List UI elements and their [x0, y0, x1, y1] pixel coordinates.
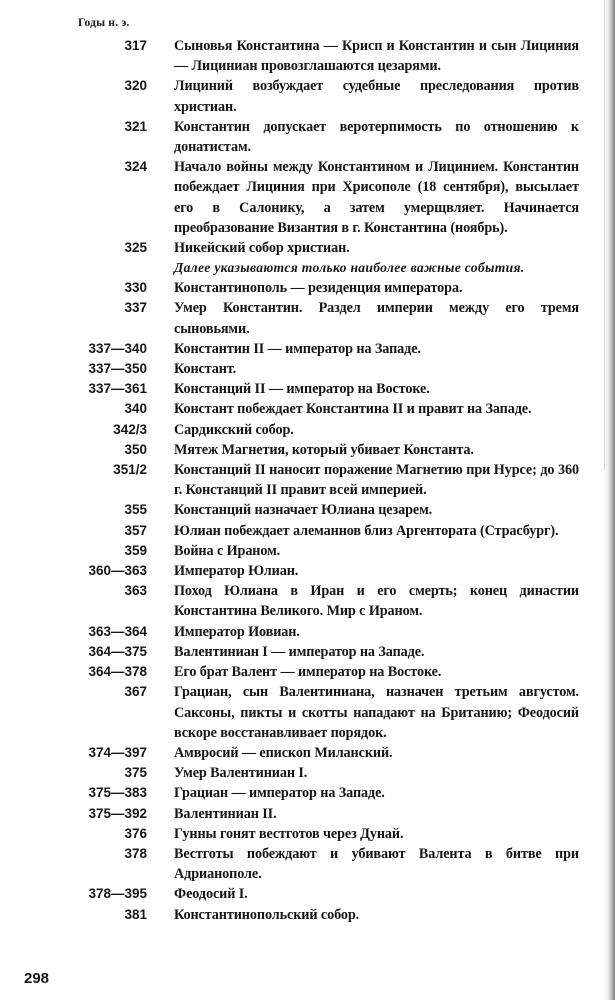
- entry-year: 381: [124, 906, 147, 922]
- entry-year: 359: [124, 542, 147, 558]
- entry-event: Умер Константин. Раздел империи между его тремя сыновьями.: [174, 300, 579, 337]
- chronology-entry: [70, 521, 615, 541]
- entry-event: Амвросий — епископ Миланский.: [174, 744, 393, 761]
- entry-year: 375—383: [88, 785, 147, 801]
- entry-event: Констант побеждает Константина II и правит на Западе.: [174, 401, 532, 418]
- entry-event: Константин II — император на Западе.: [174, 340, 421, 357]
- chronology-entry: [70, 662, 615, 682]
- entry-event: Констанций II — император на Востоке.: [174, 381, 430, 398]
- chronology-entry: [70, 36, 615, 76]
- chronology-entry: [70, 844, 615, 884]
- column-header-years: Годы н. э.: [78, 17, 130, 29]
- entry-year: 337—340: [88, 340, 147, 356]
- chronology-entry: [70, 420, 615, 440]
- entry-year: 360—363: [88, 563, 147, 579]
- entry-event: Валентиниан II.: [174, 805, 277, 822]
- chronology-entry: [70, 743, 615, 763]
- entry-year: 351/2: [113, 462, 147, 478]
- entry-year: 337—350: [88, 361, 147, 377]
- entry-event: Феодосий I.: [174, 886, 248, 903]
- entry-year: 364—378: [88, 664, 147, 680]
- chronology-entry: [70, 824, 615, 844]
- chronology-group-early: [70, 36, 615, 258]
- entry-year: 376: [124, 825, 147, 841]
- entry-event: Сардикский собор.: [174, 421, 294, 438]
- entry-year: 363—364: [88, 623, 147, 639]
- entry-year: 337: [124, 300, 147, 316]
- page-number: 298: [24, 970, 50, 987]
- entry-year: 324: [124, 159, 147, 175]
- entry-event: Лициний возбуждает судебные преследования против христиан.: [174, 78, 579, 115]
- chronology-group-later: [70, 278, 615, 925]
- entry-event: Константин допускает веротерпимость по отношению к донатистам.: [174, 118, 579, 156]
- chronology-entry: [70, 783, 615, 803]
- chronology-entry: [70, 581, 615, 621]
- entry-year: 330: [124, 280, 147, 296]
- entry-event: Константинополь — резиденция императора.: [174, 280, 463, 297]
- entry-year: 378—395: [88, 886, 147, 902]
- entry-year: 375—392: [88, 805, 147, 821]
- entry-year: 320: [124, 78, 147, 94]
- chronology-entry: [70, 804, 615, 824]
- chronology-entry: [70, 500, 615, 520]
- editorial-note: Далее указываются только наиболее важные события.: [174, 260, 525, 276]
- entry-event: Констанций II наносит поражение Магнетию при Нурсе; до 360 г. Констанций II правит всей империей.: [174, 462, 579, 499]
- entry-event: Сыновья Константина — Крисп и Константин и сын Лициния — Лициниан провозглашаются цезарями.: [174, 38, 579, 75]
- chronology-entry: [70, 622, 615, 642]
- entry-event: Гунны гонят вестготов через Дунай.: [174, 825, 404, 842]
- chronology-entry: [70, 399, 615, 419]
- chronology-entry: [70, 642, 615, 662]
- entry-event: Начало войны между Константином и Лицинием. Константин побеждает Лициния при Хрисополе (18 сентября), высылает его в Салонику, а затем умерщвляет. Начинается преобразование Византия в г. Константина (ноябрь).: [174, 159, 579, 236]
- chronology-entry: [70, 379, 615, 399]
- chronology-entry: [70, 541, 615, 561]
- entry-event: Юлиан побеждает алеманнов близ Аргентората (Страсбург).: [174, 522, 559, 539]
- entry-year: 325: [124, 240, 147, 256]
- chronology-entry: [70, 763, 615, 783]
- entry-year: 342/3: [113, 421, 147, 437]
- entry-year: 337—361: [88, 381, 147, 397]
- entry-event: Умер Валентиниан I.: [174, 765, 308, 782]
- entry-year: 364—375: [88, 643, 147, 659]
- entry-year: 340: [124, 401, 147, 417]
- chronology-entry: [70, 76, 615, 116]
- chronology-entry: [70, 561, 615, 581]
- chronology-entry: [70, 117, 615, 157]
- entry-event: Валентиниан I — император на Западе.: [174, 643, 425, 660]
- entry-event: Война с Ираном.: [174, 542, 281, 559]
- chronology-list: [70, 36, 615, 925]
- entry-event: Константинопольский собор.: [174, 906, 360, 923]
- chronology-entry: [70, 238, 615, 258]
- entry-event: Никейский собор христиан.: [174, 240, 350, 257]
- chronology-entry: [70, 359, 615, 379]
- chronology-entry: [70, 905, 615, 925]
- entry-year: 357: [124, 522, 147, 538]
- entry-event: Поход Юлиана в Иран и его смерть; конец династии Константина Великого. Мир с Ираном.: [174, 583, 579, 620]
- entry-event: Его брат Валент — император на Востоке.: [174, 664, 442, 681]
- entry-year: 378: [124, 845, 147, 861]
- entry-event: Император Иовиан.: [174, 623, 300, 640]
- entry-event: Грациан — император на Западе.: [174, 785, 385, 802]
- chronology-entry: [70, 682, 615, 743]
- entry-event: Вестготы побеждают и убивают Валента в битве при Адрианополе.: [174, 845, 579, 883]
- entry-year: 321: [124, 118, 147, 134]
- entry-event: Констанций назначает Юлиана цезарем.: [174, 502, 433, 519]
- entry-event: Мятеж Магнетия, который убивает Константа.: [174, 441, 474, 458]
- entry-year: 350: [124, 441, 147, 457]
- entry-event: Констант.: [174, 361, 237, 378]
- entry-year: 363: [124, 583, 147, 599]
- entry-year: 355: [124, 502, 147, 518]
- chronology-entry: [70, 339, 615, 359]
- entry-event: Грациан, сын Валентиниана, назначен третьим августом. Саксоны, пикты и скотты нападают на Британию; Феодосий вскоре восстанавливает порядок.: [174, 684, 579, 741]
- chronology-entry: [70, 278, 615, 298]
- entry-year: 374—397: [88, 744, 147, 760]
- chronology-entry: [70, 440, 615, 460]
- entry-event: Император Юлиан.: [174, 563, 299, 580]
- chronology-entry: [70, 460, 615, 500]
- chronology-entry: [70, 298, 615, 338]
- chronology-entry: [70, 884, 615, 904]
- chronology-entry: [70, 157, 615, 238]
- entry-year: 367: [124, 684, 147, 700]
- entry-year: 375: [124, 765, 147, 781]
- entry-year: 317: [124, 38, 147, 53]
